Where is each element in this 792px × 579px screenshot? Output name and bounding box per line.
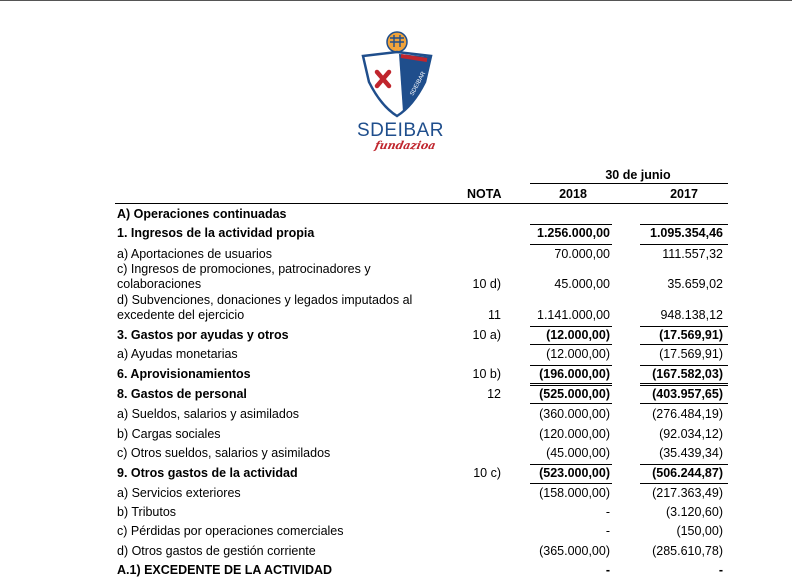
total-rule-2017 <box>640 365 728 366</box>
row-value-2018: (12.000,00) <box>546 347 610 361</box>
row-value-2017: 111.557,32 <box>662 247 723 261</box>
row-value-2017: (276.484,19) <box>652 407 723 421</box>
row-value-2017: (3.120,60) <box>666 505 723 519</box>
total-rule-2018 <box>530 403 612 404</box>
row-value-2018: 1.256.000,00 <box>537 226 610 240</box>
svg-text:SDEIBAR: SDEIBAR <box>409 70 428 97</box>
row-label: a) Servicios exteriores <box>117 486 241 500</box>
wordmark-fundazioa: fundazioa <box>373 139 437 152</box>
row-value-2018: 70.000,00 <box>554 247 610 261</box>
row-label: d) Subvenciones, donaciones y legados imputados al excedente del ejercicio <box>117 293 413 322</box>
total-rule-2017 <box>640 403 728 404</box>
total-rule-2017 <box>640 464 728 465</box>
row-value-2018: (120.000,00) <box>539 427 610 441</box>
row-value-2018: (523.000,00) <box>539 466 610 480</box>
row-value-2017: 1.095.354,46 <box>650 226 723 240</box>
row-nota: 10 a) <box>472 328 501 342</box>
row-value-2018: (360.000,00) <box>539 407 610 421</box>
total-rule-2017 <box>640 224 728 225</box>
row-value-2018: (196.000,00) <box>539 367 610 381</box>
year-2017-header: 2017 <box>670 187 698 201</box>
row-label: a) Sueldos, salarios y asimilados <box>117 407 300 421</box>
row-label: a) Aportaciones de usuarios <box>117 247 272 261</box>
row-value-2018: (365.000,00) <box>539 544 610 558</box>
total-rule-2018 <box>530 365 612 366</box>
row-value-2017: (35.439,34) <box>659 446 723 460</box>
row-value-2017: (17.569,91) <box>659 328 723 342</box>
row-label: A.1) EXCEDENTE DE LA ACTIVIDAD <box>117 563 333 577</box>
row-value-2017: 948.138,12 <box>660 308 723 322</box>
period-underline <box>530 183 728 184</box>
row-nota: 10 b) <box>472 367 501 381</box>
row-value-2017: (403.957,65) <box>652 387 723 401</box>
row-value-2018: 1.141.000,00 <box>537 308 610 322</box>
row-value-2017: (150,00) <box>676 524 723 538</box>
total-rule-2018 <box>530 385 612 386</box>
row-value-2017: (285.610,78) <box>652 544 723 558</box>
row-label: c) Pérdidas por operaciones comerciales <box>117 524 344 538</box>
total-rule-2017 <box>640 385 728 386</box>
wordmark-sdeibar: SDEIBAR <box>357 120 444 141</box>
total-rule-2018 <box>530 483 612 484</box>
row-value-2018: - <box>605 524 610 538</box>
row-nota: 10 d) <box>472 277 501 291</box>
row-value-2017: (506.244,87) <box>652 466 723 480</box>
row-label: 6. Aprovisionamientos <box>117 367 251 381</box>
total-rule-2018 <box>530 224 612 225</box>
row-label: b) Cargas sociales <box>117 427 221 441</box>
year-2018-header: 2018 <box>559 187 587 201</box>
row-value-2018: (525.000,00) <box>539 387 610 401</box>
total-rule-2017 <box>640 326 728 327</box>
total-rule-2017 <box>640 383 728 384</box>
row-nota: 11 <box>488 308 501 322</box>
row-value-2018: (45.000,00) <box>546 446 610 460</box>
row-label: 1. Ingresos de la actividad propia <box>117 226 315 240</box>
row-label: c) Ingresos de promociones, patrocinadores y colaboraciones <box>117 262 371 291</box>
row-label: A) Operaciones continuadas <box>117 207 287 221</box>
row-value-2017: (17.569,91) <box>659 347 723 361</box>
row-value-2017: (167.582,03) <box>652 367 723 381</box>
row-label: b) Tributos <box>117 505 177 519</box>
top-border <box>0 0 792 1</box>
header-rule <box>115 203 728 204</box>
row-label: a) Ayudas monetarias <box>117 347 238 361</box>
row-value-2018: 45.000,00 <box>554 277 610 291</box>
row-value-2017: (92.034,12) <box>659 427 723 441</box>
row-label: c) Otros sueldos, salarios y asimilados <box>117 446 331 460</box>
row-value-2018: - <box>605 563 610 577</box>
row-value-2018: (12.000,00) <box>546 328 610 342</box>
total-rule-2017 <box>640 244 728 245</box>
total-rule-2018 <box>530 326 612 327</box>
row-nota: 12 <box>487 387 501 401</box>
total-rule-2018 <box>530 244 612 245</box>
row-value-2018: - <box>605 505 610 519</box>
row-label: 9. Otros gastos de la actividad <box>117 466 298 480</box>
row-value-2017: - <box>718 563 723 577</box>
nota-column-header: NOTA <box>467 187 502 201</box>
row-nota: 10 c) <box>473 466 501 480</box>
row-label: d) Otros gastos de gestión corriente <box>117 544 316 558</box>
row-value-2017: (217.363,49) <box>652 486 723 500</box>
total-rule-2018 <box>530 383 612 384</box>
total-rule-2018 <box>530 464 612 465</box>
period-header: 30 de junio <box>605 168 671 182</box>
row-label: 3. Gastos por ayudas y otros <box>117 328 289 342</box>
total-rule-2017 <box>640 344 728 345</box>
row-value-2018: (158.000,00) <box>539 486 610 500</box>
total-rule-2017 <box>640 483 728 484</box>
total-rule-2018 <box>530 344 612 345</box>
row-label: 8. Gastos de personal <box>117 387 247 401</box>
row-value-2017: 35.659,02 <box>667 277 723 291</box>
